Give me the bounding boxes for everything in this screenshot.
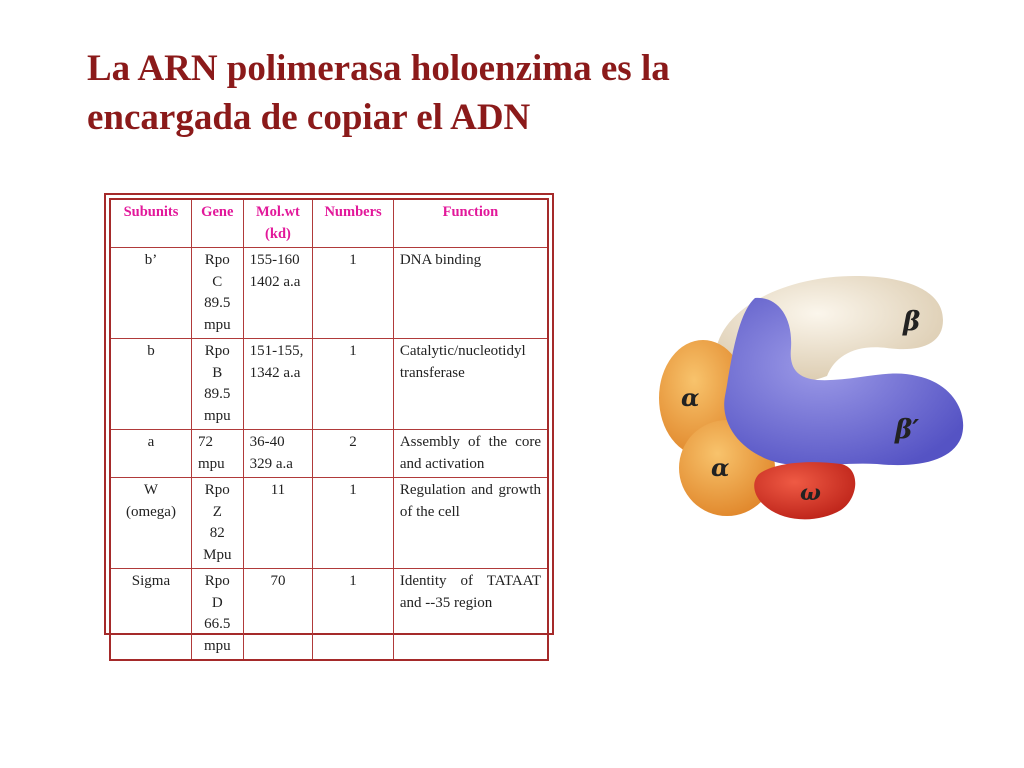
cell-subunit: b <box>110 339 191 430</box>
subunits-table-frame <box>104 193 554 654</box>
cell-gene: Rpo D 66.5 mpu <box>191 569 243 661</box>
cell-molwt: 70 <box>243 569 313 661</box>
cell-numbers: 1 <box>313 478 394 569</box>
alpha-label-lower: α <box>711 453 730 482</box>
cell-function: Identity of TATAAT and --35 region <box>393 569 548 661</box>
rna-polymerase-diagram <box>655 268 975 538</box>
cell-subunit: b’ <box>110 248 191 339</box>
header-subunits: Subunits <box>110 199 191 248</box>
header-molwt: Mol.wt (kd) <box>243 199 313 248</box>
cell-numbers: 1 <box>313 569 394 661</box>
cell-gene: Rpo Z 82 Mpu <box>191 478 243 569</box>
cell-function: Assembly of the core and activation <box>393 430 548 478</box>
beta-label: β <box>903 307 921 337</box>
alpha-label-upper: α <box>681 383 700 412</box>
title-line-2: encargada de copiar el ADN <box>87 97 531 138</box>
cell-function: DNA binding <box>393 248 548 339</box>
cell-function: Catalytic/nucleotidyl transferase <box>393 339 548 430</box>
subunits-table <box>109 198 549 661</box>
table-row <box>110 339 548 430</box>
header-function: Function <box>393 199 548 248</box>
slide-title <box>87 44 787 142</box>
cell-subunit: W (omega) <box>110 478 191 569</box>
cell-subunit: Sigma <box>110 569 191 661</box>
cell-subunit: a <box>110 430 191 478</box>
cell-numbers: 1 <box>313 339 394 430</box>
cell-molwt: 151-155, 1342 a.a <box>243 339 313 430</box>
table-row <box>110 430 548 478</box>
table-row <box>110 569 548 661</box>
cell-gene: Rpo B 89.5 mpu <box>191 339 243 430</box>
cell-numbers: 2 <box>313 430 394 478</box>
cell-molwt: 36-40 329 a.a <box>243 430 313 478</box>
header-gene: Gene <box>191 199 243 248</box>
cell-function: Regulation and growth of the cell <box>393 478 548 569</box>
cell-gene: 72 mpu <box>191 430 243 478</box>
table-row <box>110 478 548 569</box>
header-numbers: Numbers <box>313 199 394 248</box>
beta-prime-label: β′ <box>895 415 920 445</box>
table-row <box>110 248 548 339</box>
cell-numbers: 1 <box>313 248 394 339</box>
table-header-row <box>110 199 548 248</box>
omega-label: ω <box>800 480 821 506</box>
cell-molwt: 155-160 1402 a.a <box>243 248 313 339</box>
title-line-1: La ARN polimerasa holoenzima es la <box>87 48 670 89</box>
cell-gene: Rpo C 89.5 mpu <box>191 248 243 339</box>
cell-molwt: 11 <box>243 478 313 569</box>
